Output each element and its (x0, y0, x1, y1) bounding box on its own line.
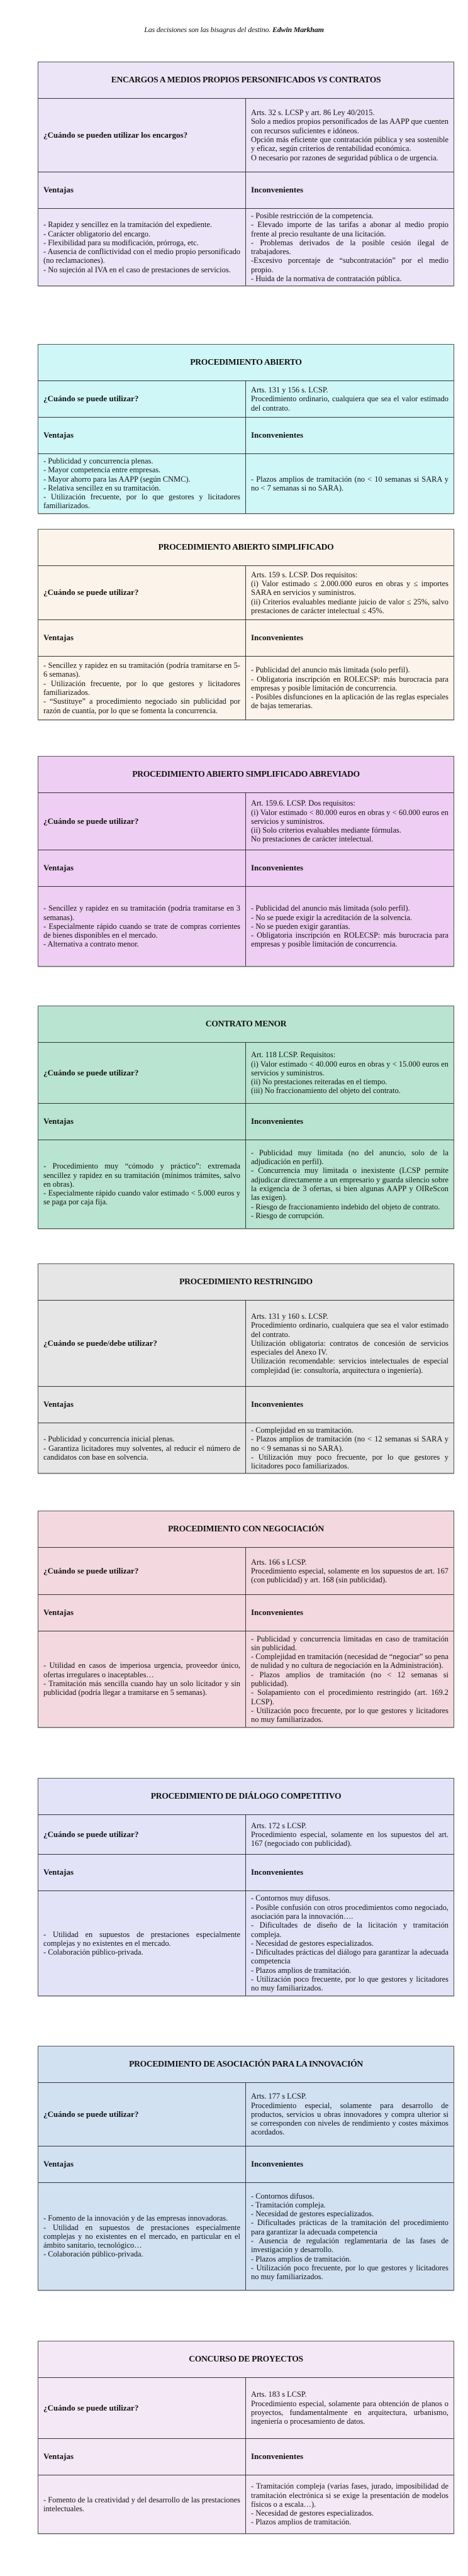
pros-cons-row (38, 1631, 454, 1727)
when-line: Art. 118 LCSP. Requisitos: (251, 1050, 336, 1060)
ventajas-list (38, 1140, 246, 1228)
inconvenientes-list (246, 887, 454, 966)
procedure-table (38, 62, 454, 286)
ventajas-header: Ventajas (38, 1855, 246, 1890)
when-line: Procedimiento especial, solamente para desarrollo de productos, servicios u obras innovadores y compra ulterior si se corresponden con niveles de rendimiento y costes máximos acordados. (251, 2101, 448, 2137)
inconveniente-item: - Utilización poco frecuente, por lo que gestores y licitadores no muy familiarizados. (251, 1975, 448, 1993)
procedure-table (38, 756, 454, 967)
when-line: Procedimiento ordinario, cualquiera que sea el valor estimado del contrato. (251, 1321, 448, 1339)
procedure-table (38, 1778, 454, 1996)
when-line: Arts. 159 s. LCSP. Dos requisitos: (251, 570, 358, 579)
procedure-title: PROCEDIMIENTO DE DIÁLOGO COMPETITIVO (38, 1779, 454, 1815)
when-row (38, 793, 454, 850)
inconvenientes-list (246, 657, 454, 719)
when-answer (246, 566, 454, 619)
ventaja-item: - Especialmente rápido cuando se trate de compras corrientes de bienes disponibles en el mercado. (43, 921, 240, 940)
inconveniente-item: - Necesidad de gestores especializados. (251, 1938, 374, 1948)
inconveniente-item: - Tramitación compleja (varias fases, jurado, imposibilidad de tramitación electrónica si se exige la presentación de modelos físicos o a escala…). (251, 2482, 448, 2509)
inconveniente-item: - Complejidad en su tramitación. (251, 1426, 354, 1435)
inconveniente-item: - Complejidad en tramitación (necesidad de “negociar” so pena de nulidad y no cultura de negociación en la Administración). (251, 1652, 448, 1670)
inconvenientes-header: Inconvenientes (251, 2159, 304, 2169)
ventaja-item: - Utilidad en supuestos de prestaciones especialmente complejas y no existentes en el mercado, en particular en el ámbito sanitario, tecnológico… (43, 2223, 240, 2250)
ventajas-list (38, 1423, 246, 1473)
pros-cons-row (38, 2475, 454, 2533)
inconveniente-item: - Obligatoria inscripción en ROLECSP: más burocracia para empresas y posible limitación de concurrencia. (251, 674, 448, 692)
when-answer (246, 2378, 454, 2438)
inconveniente-item: - Posibles disfunciones en la aplicación de las reglas especiales de bajas temerarias. (251, 692, 448, 711)
ventaja-item: - Relativa sencillez en su tramitación. (43, 483, 161, 492)
ventajas-header: Ventajas (38, 1595, 246, 1631)
when-question: ¿Cuándo se puede utilizar? (38, 2083, 246, 2146)
when-question: ¿Cuándo se pueden utilizar los encargos? (38, 99, 246, 172)
when-line: Utilización obligatoria: contratos de concesión de servicios especiales del Anexo IV. (251, 1338, 448, 1357)
inconveniente-item: - Plazos amplios de tramitación. (251, 2518, 352, 2527)
inconvenientes-list (246, 209, 454, 286)
when-row (38, 381, 454, 418)
when-line: O necesario por razones de seguridad pública o de urgencia. (251, 153, 438, 162)
pros-cons-header-row (38, 1855, 454, 1891)
quote-author: Edwin Markham (272, 25, 324, 34)
inconveniente-item: - Tramitación compleja. (251, 2200, 326, 2209)
inconvenientes-header: Inconvenientes (251, 1867, 304, 1877)
procedure-table (38, 1511, 454, 1728)
procedure-title: PROCEDIMIENTO ABIERTO SIMPLIFICADO (38, 530, 454, 566)
inconvenientes-header: Inconvenientes (251, 1607, 304, 1618)
inconveniente-item: -Excesivo porcentaje de “subcontratación” por el medio propio. (251, 256, 448, 274)
when-line: Arts. 172 s LCSP. (251, 1821, 307, 1830)
ventaja-item: - Tramitación más sencilla cuando hay un solo licitador y sin publicidad (podría llegar a tramitarse en 5 semanas). (43, 1679, 240, 1697)
ventaja-item: - Mayor ahorro para las AAPP (según CNMC). (43, 474, 191, 484)
procedure-table (38, 2341, 454, 2534)
pros-cons-row (38, 1891, 454, 1996)
inconveniente-item: - Dificultades prácticas de la tramitación del procedimiento para garantizar la adecuada competencia (251, 2218, 448, 2236)
when-line: Procedimiento especial, solamente en los supuestos de art. 167 (con publicidad) y art. 168 (sin publicidad). (251, 1566, 448, 1585)
inconveniente-item: - Plazos amplios de tramitación. (251, 1965, 352, 1975)
pros-cons-row (38, 1423, 454, 1473)
inconveniente-item: - Publicidad del anuncio más limitada (solo perfil). (251, 665, 410, 675)
title-part: CONTRATOS (326, 75, 381, 85)
procedure-title: PROCEDIMIENTO DE ASOCIACIÓN PARA LA INNOVACIÓN (38, 2046, 454, 2083)
procedure-table (38, 344, 454, 514)
when-line: (i) Valor estimado < 40.000 euros en obras y < 15.000 euros en servicios y suministros. (251, 1059, 448, 1077)
inconveniente-item: - Publicidad muy limitada (no del anuncio, solo de la adjudicación en perfil). (251, 1148, 448, 1167)
when-line: Art. 159.6. LCSP. Dos requisitos: (251, 799, 355, 808)
inconveniente-item: - Plazos amplios de tramitación (no < 12 semanas si publicidad). (251, 1670, 448, 1688)
when-line: Procedimiento ordinario, cualquiera que sea el valor estimado del contrato. (251, 394, 448, 413)
ventaja-item: - Sencillez y rapidez en su tramitación (podría tramitarse en 5-6 semanas). (43, 661, 240, 679)
when-answer (246, 1043, 454, 1103)
when-line: (ii) Criterios evaluables mediante juicio de valor ≤ 25%, salvo prestaciones de carácter intelectual ≤ 45%. (251, 597, 448, 615)
title-part: ENCARGOS A MEDIOS PROPIOS PERSONIFICADOS (111, 75, 317, 85)
pros-cons-row (38, 454, 454, 513)
ventaja-item: - Ausencia de conflictividad con el medio propio personificado (no reclamaciones). (43, 247, 240, 265)
inconvenientes-header: Inconvenientes (251, 1399, 304, 1409)
inconveniente-item: - Dificultades de diseño de la licitación y tramitación compleja. (251, 1921, 448, 1939)
ventajas-header: Ventajas (38, 172, 246, 208)
ventaja-item: - Publicidad y concurrencia inicial plenas. (43, 1435, 175, 1444)
when-line: (iii) No fraccionamiento del objeto del contrato. (251, 1086, 401, 1096)
inconveniente-item: - Utilización poco frecuente, por lo que gestores y licitadores no muy familiarizados. (251, 1706, 448, 1724)
inconveniente-item: - Problemas derivados de la posible cesión ilegal de trabajadores. (251, 238, 448, 257)
pros-cons-header-row (38, 1387, 454, 1423)
pros-cons-header-row (38, 620, 454, 657)
inconveniente-item: - Plazos amplios de tramitación. (251, 2254, 352, 2263)
when-answer (246, 381, 454, 417)
ventaja-item: - Rapidez y sencillez en la tramitación del expediente. (43, 220, 213, 230)
when-line: Arts. 183 s LCSP. (251, 2390, 307, 2399)
inconveniente-item: - No se puede exigir la acreditación de la solvencia. (251, 913, 412, 922)
ventajas-list (38, 209, 246, 286)
pros-cons-header-row (38, 2439, 454, 2475)
inconveniente-item: - Elevado importe de las tarifas a abonar al medio propio frente al precio resultante de una licitación. (251, 220, 448, 238)
when-line: Arts. 177 s LCSP. (251, 2092, 307, 2101)
when-row (38, 2378, 454, 2439)
ventajas-header: Ventajas (38, 2146, 246, 2182)
ventajas-header: Ventajas (38, 2439, 246, 2475)
ventaja-item: - Alternativa a contrato menor. (43, 940, 139, 949)
when-row (38, 1548, 454, 1595)
when-line: Arts. 131 y 156 s. LCSP. (251, 386, 328, 395)
ventaja-item: - Fomento de la creatividad y del desarrollo de las prestaciones intelectuales. (43, 2495, 240, 2513)
inconveniente-item: - Contornos difusos. (251, 2191, 315, 2201)
pros-cons-header-row (38, 1104, 454, 1140)
ventajas-header: Ventajas (38, 418, 246, 453)
inconveniente-item: - Concurrencia muy limitada o inexistente (LCSP permite adjudicar directamente a un empresario y guarda silencio sobre la exigencia de 3 ofertas, si bien algunas AAPP y OIReScon las exigen). (251, 1166, 448, 1202)
when-row (38, 2083, 454, 2146)
when-line: (i) Valor estimado < 80.000 euros en obras y < 60.000 euros en servicios y suministros. (251, 808, 448, 826)
when-answer (246, 793, 454, 850)
inconveniente-item: - Posible restricción de la competencia. (251, 211, 374, 220)
ventajas-header: Ventajas (38, 1387, 246, 1423)
when-question: ¿Cuándo se puede utilizar? (38, 1815, 246, 1854)
ventajas-header: Ventajas (38, 620, 246, 656)
ventaja-item: - Utilización frecuente, por lo que gestores y licitadores familiarizados. (43, 492, 240, 511)
ventaja-item: - Utilidad en supuestos de prestaciones especialmente complejas y no existentes en el mercado. (43, 1929, 240, 1948)
ventaja-item: - Colaboración público-privada. (43, 1948, 143, 1957)
inconveniente-item: - Publicidad y concurrencia limitadas en caso de tramitación sin publicidad. (251, 1634, 448, 1652)
when-answer (246, 1548, 454, 1594)
when-line: Solo a medios propios personificados de las AAPP que cuenten con recursos suficientes e idóneos. (251, 117, 448, 135)
when-line: Arts. 32 s. LCSP y art. 86 Ley 40/2015. (251, 108, 375, 118)
when-line: Opción más eficiente que contratación pública y sea sostenible y eficaz, según criterios de rentabilidad económica. (251, 135, 448, 153)
ventaja-item: - Flexibilidad para su modificación, prórroga, etc. (43, 238, 199, 247)
inconvenientes-list (246, 454, 454, 513)
procedure-table (38, 529, 454, 720)
inconveniente-item: - Plazos amplios de tramitación (no < 10 semanas si SARA y no < 7 semanas si no SARA). (251, 474, 448, 492)
pros-cons-header-row (38, 1595, 454, 1631)
pros-cons-row (38, 887, 454, 966)
when-question: ¿Cuándo se puede utilizar? (38, 793, 246, 850)
pros-cons-header-row (38, 850, 454, 887)
when-line: (i) Valor estimado ≤ 2.000.000 euros en obras y ≤ importes SARA en servicios y suministros. (251, 579, 448, 597)
ventaja-item: - No sujeción al IVA en el caso de prestaciones de servicios. (43, 265, 231, 274)
inconvenientes-list (246, 1423, 454, 1473)
when-row (38, 566, 454, 620)
when-line: Utilización recomendable: servicios intelectuales de especial complejidad (ie: consultoría, arquitectura o ingeniería). (251, 1357, 448, 1375)
when-answer (246, 2083, 454, 2146)
inconvenientes-list (246, 2475, 454, 2533)
when-answer (246, 99, 454, 172)
ventajas-header: Ventajas (38, 850, 246, 886)
ventajas-list (38, 454, 246, 513)
inconveniente-item: - Necesidad de gestores especializados. (251, 2209, 374, 2219)
ventaja-item: - “Sustituye” a procedimiento negociado sin publicidad por razón de cuantía, por lo que se fomenta la concurrencia. (43, 697, 240, 715)
pros-cons-header-row (38, 418, 454, 454)
when-question: ¿Cuándo se puede utilizar? (38, 381, 246, 417)
when-line: Arts. 131 y 160 s. LCSP. (251, 1311, 328, 1321)
epigraph-quote (0, 25, 468, 35)
when-line: (ii) No prestaciones reiteradas en el tiempo. (251, 1077, 387, 1087)
ventaja-item: - Utilidad en casos de imperiosa urgencia, proveedor único, ofertas irregulares o inaceptables… (43, 1661, 240, 1679)
inconveniente-item: - Dificultades prácticas del diálogo para garantizar la adecuada competencia (251, 1948, 448, 1966)
procedure-table (38, 2046, 454, 2290)
pros-cons-row (38, 657, 454, 719)
when-row (38, 1043, 454, 1104)
when-line: No prestaciones de carácter intelectual. (251, 835, 374, 844)
inconveniente-item: - Obligatoria inscripción en ROLECSP: más burocracia para empresas y posible limitación de concurrencia. (251, 931, 448, 949)
inconveniente-item: - Plazos amplios de tramitación (no < 12 semanas si SARA y no < 9 semanas si no SARA). (251, 1435, 448, 1453)
inconvenientes-header: Inconvenientes (251, 430, 304, 440)
inconvenientes-header: Inconvenientes (251, 633, 304, 643)
when-question: ¿Cuándo se puede utilizar? (38, 1548, 246, 1594)
inconvenientes-list (246, 2183, 454, 2290)
when-question: ¿Cuándo se puede utilizar? (38, 566, 246, 619)
ventaja-item: - Sencillez y rapidez en su tramitación (podría tramitarse en 3 semanas). (43, 904, 240, 922)
ventajas-header: Ventajas (38, 1104, 246, 1140)
when-row (38, 1301, 454, 1387)
pros-cons-row (38, 209, 454, 286)
procedure-table (38, 1263, 454, 1474)
inconveniente-item: - Contornos muy difusos. (251, 1894, 330, 1903)
ventajas-list (38, 2183, 246, 2290)
procedure-title: CONCURSO DE PROYECTOS (38, 2341, 454, 2378)
ventaja-item: - Fomento de la innovación y de las empresas innovadoras. (43, 2214, 228, 2223)
inconvenientes-header: Inconvenientes (251, 185, 304, 195)
procedure-title: PROCEDIMIENTO CON NEGOCIACIÓN (38, 1511, 454, 1548)
when-row (38, 1815, 454, 1855)
ventaja-item: - Especialmente rápido cuando valor estimado < 5.000 euros y se paga por caja fija. (43, 1189, 240, 1207)
inconveniente-item: - Riesgo de fraccionamiento indebido del objeto de contrato. (251, 1202, 440, 1211)
inconveniente-item: - No se pueden exigir garantías. (251, 921, 350, 931)
inconveniente-item: - Posible confusión con otros procedimientos como negociado, asociación para la innovación…. (251, 1902, 448, 1921)
inconvenientes-header: Inconvenientes (251, 1116, 304, 1126)
ventaja-item: - Utilización frecuente, por lo que gestores y licitadores familiarizados. (43, 679, 240, 697)
ventaja-item: - Carácter obligatorio del encargo. (43, 229, 151, 238)
inconvenientes-list (246, 1631, 454, 1727)
quote-text: Las decisiones son las bisagras del destino. (144, 25, 271, 34)
ventajas-list (38, 2475, 246, 2533)
pros-cons-row (38, 2183, 454, 2290)
procedure-title: PROCEDIMIENTO RESTRINGIDO (38, 1264, 454, 1301)
when-row (38, 99, 454, 172)
when-answer (246, 1815, 454, 1854)
when-question: ¿Cuándo se puede utilizar? (38, 2378, 246, 2438)
ventajas-list (38, 1891, 246, 1996)
ventaja-item: - Mayor competencia entre empresas. (43, 465, 161, 475)
procedure-title: PROCEDIMIENTO ABIERTO SIMPLIFICADO ABREVIADO (38, 757, 454, 793)
inconvenientes-list (246, 1140, 454, 1228)
when-line: (ii) Solo criterios evaluables mediante fórmulas. (251, 826, 401, 835)
inconveniente-item: - Ausencia de regulación reglamentaria de las fases de investigación y desarrollo. (251, 2236, 448, 2255)
when-answer (246, 1301, 454, 1386)
ventaja-item: - Garantiza licitadores muy solventes, al reducir el número de candidatos con base en solvencia. (43, 1443, 240, 1462)
procedure-title (38, 62, 454, 99)
inconveniente-item: - Riesgo de corrupción. (251, 1211, 325, 1220)
inconveniente-item: - Utilización muy poco frecuente, por lo que gestores y licitadores poco familiarizados. (251, 1452, 448, 1471)
when-question: ¿Cuándo se puede/debe utilizar? (38, 1301, 246, 1386)
procedure-table (38, 1006, 454, 1229)
pros-cons-header-row (38, 172, 454, 209)
when-line: Procedimiento especial, solamente para obtención de planos o proyectos, fundamentalmente en arquitectura, urbanismo, ingeniería o procesamiento de datos. (251, 2399, 448, 2426)
inconveniente-item: - Huida de la normativa de contratación pública. (251, 274, 402, 284)
when-line: Procedimiento especial, solamente en los supuestos del art. 167 (negociado con publicidad). (251, 1829, 448, 1848)
pros-cons-header-row (38, 2146, 454, 2183)
procedure-title: CONTRATO MENOR (38, 1006, 454, 1043)
inconvenientes-header: Inconvenientes (251, 2451, 304, 2462)
inconveniente-item: - Necesidad de gestores especializados. (251, 2509, 374, 2518)
procedure-title: PROCEDIMIENTO ABIERTO (38, 345, 454, 381)
title-part: VS (316, 75, 327, 85)
inconveniente-item: - Utilización poco frecuente, por lo que gestores y licitadores no muy familiarizados. (251, 2263, 448, 2282)
ventajas-list (38, 657, 246, 719)
ventajas-list (38, 1631, 246, 1727)
inconveniente-item: - Publicidad del anuncio más limitada (solo perfil). (251, 904, 410, 913)
inconvenientes-header: Inconvenientes (251, 863, 304, 873)
ventaja-item: - Colaboración público-privada. (43, 2250, 143, 2259)
ventajas-list (38, 887, 246, 966)
inconvenientes-list (246, 1891, 454, 1996)
ventaja-item: - Publicidad y concurrencia plenas. (43, 457, 153, 465)
when-question: ¿Cuándo se puede utilizar? (38, 1043, 246, 1103)
ventaja-item: - Procedimiento muy “cómodo y práctico”: extremada sencillez y rapidez en su tramitación (mínimos trámites, salvo en obras). (43, 1162, 240, 1189)
inconveniente-item: - Solapamiento con el procedimiento restringido (art. 169.2 LCSP). (251, 1688, 448, 1706)
pros-cons-row (38, 1140, 454, 1228)
when-line: Arts. 166 s LCSP. (251, 1557, 307, 1567)
